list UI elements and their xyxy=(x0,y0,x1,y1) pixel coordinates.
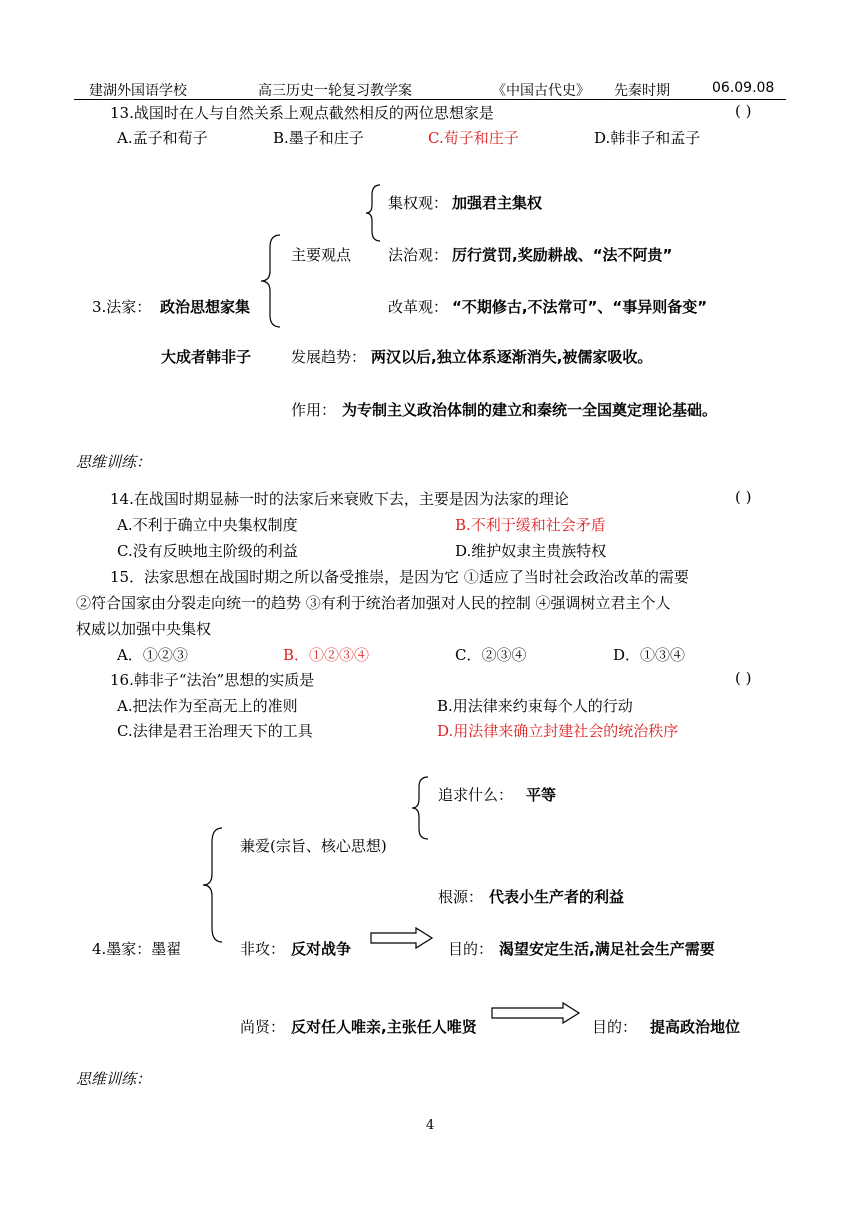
legalist-role-label: 作用： xyxy=(291,401,337,419)
legalist-role-text: 为专制主义政治体制的建立和秦统一全国奠定理论基础。 xyxy=(342,401,718,419)
legalist-large-brace xyxy=(258,233,284,329)
q14-paren: ( ) xyxy=(735,488,752,506)
mohist-small-brace xyxy=(410,775,432,841)
legalist-title-prefix: 3.法家： xyxy=(92,298,152,316)
q16-option-a: A.把法作为至高无上的准则 xyxy=(117,697,298,715)
legalist-fazhi-label: 法治观： xyxy=(388,246,449,264)
q16-option-c: C.法律是君王治理天下的工具 xyxy=(117,722,313,740)
header-rule xyxy=(74,99,786,100)
mohist-large-brace xyxy=(200,826,226,944)
mohist-root-text: 代表小生产者的利益 xyxy=(489,888,625,906)
mohist-feigong-label: 非攻： xyxy=(240,940,286,958)
legalist-title-continued: 大成者韩非子 xyxy=(161,348,252,366)
mohist-shangxian-text: 反对任人唯亲,主张任人唯贤 xyxy=(291,1018,477,1036)
q15-option-c: C．②③④ xyxy=(455,646,527,664)
training-heading-2: 思维训练： xyxy=(76,1070,152,1088)
mohist-jianai-label: 兼爱(宗旨、核心思想) xyxy=(240,837,387,855)
header-book: 《中国古代史》 xyxy=(492,83,590,99)
q16-option-d: D.用法律来确立封建社会的统治秩序 xyxy=(437,722,679,740)
q15-option-d: D．①③④ xyxy=(613,646,686,664)
q13-option-c: C.荀子和庄子 xyxy=(428,129,519,147)
mohist-title: 4.墨家：墨翟 xyxy=(92,940,182,958)
mohist-shangxian-goal-label: 目的： xyxy=(592,1018,638,1036)
legalist-main-label: 主要观点 xyxy=(291,246,352,264)
q16-paren: ( ) xyxy=(735,669,752,687)
q13-option-d: D.韩非子和孟子 xyxy=(594,129,701,147)
header-course: 高三历史一轮复习教学案 xyxy=(258,83,412,99)
mohist-feigong-text: 反对战争 xyxy=(291,940,352,958)
mohist-feigong-goal-label: 目的： xyxy=(448,940,494,958)
q13-option-b: B.墨子和庄子 xyxy=(273,129,364,147)
legalist-gaige-text: “不期修古,不法常可”、“事异则备变” xyxy=(452,298,708,316)
mohist-pursue-label: 追求什么： xyxy=(438,786,514,804)
q13-stem: 13.战国时在人与自然关系上观点截然相反的两位思想家是 xyxy=(110,104,494,122)
page-number: 4 xyxy=(426,1118,435,1133)
legalist-jiquan-label: 集权观： xyxy=(388,194,449,212)
shangxian-arrow-icon xyxy=(491,1002,581,1024)
training-heading-1: 思维训练： xyxy=(76,453,152,471)
q14-option-a: A.不利于确立中央集权制度 xyxy=(117,516,298,534)
q13-paren: ( ) xyxy=(735,102,752,120)
mohist-feigong-goal-text: 渴望安定生活,满足社会生产需要 xyxy=(499,940,715,958)
q15-line-2: ②符合国家由分裂走向统一的趋势 ③有利于统治者加强对人民的控制 ④强调树立君主个人 xyxy=(76,594,671,612)
q15-option-a: A．①②③ xyxy=(117,646,188,664)
mohist-root-label: 根源： xyxy=(438,888,484,906)
legalist-trend-text: 两汉以后,独立体系逐渐消失,被儒家吸收。 xyxy=(371,348,653,366)
q15-line-1: 15．法家思想在战国时期之所以备受推崇，是因为它 ①适应了当时社会政治改革的需要 xyxy=(110,568,689,586)
q14-option-b: B.不利于缓和社会矛盾 xyxy=(455,516,606,534)
header-school: 建湖外国语学校 xyxy=(89,83,187,99)
q15-line-3: 权威以加强中央集权 xyxy=(76,620,212,638)
mohist-shangxian-goal-text: 提高政治地位 xyxy=(650,1018,741,1036)
legalist-trend-label: 发展趋势： xyxy=(291,348,367,366)
feigong-arrow-icon xyxy=(370,927,434,949)
mohist-pursue-text: 平等 xyxy=(526,786,557,804)
q14-stem: 14.在战国时期显赫一时的法家后来衰败下去，主要是因为法家的理论 xyxy=(110,490,569,508)
q14-option-d: D.维护奴隶主贵族特权 xyxy=(455,542,607,560)
header-period: 先秦时期 xyxy=(614,83,670,99)
legalist-title: 政治思想家集 xyxy=(160,298,251,316)
q16-stem: 16.韩非子“法治”思想的实质是 xyxy=(110,671,315,689)
header-date: 06.09.08 xyxy=(712,80,775,96)
legalist-fazhi-text: 厉行赏罚,奖励耕战、“法不阿贵” xyxy=(452,246,673,264)
q13-option-a: A.孟子和荀子 xyxy=(117,129,208,147)
mohist-shangxian-label: 尚贤： xyxy=(240,1018,286,1036)
legalist-jiquan-text: 加强君主集权 xyxy=(452,194,543,212)
q14-option-c: C.没有反映地主阶级的利益 xyxy=(117,542,298,560)
q15-option-b: B．①②③④ xyxy=(283,646,370,664)
legalist-small-brace xyxy=(364,183,384,243)
legalist-gaige-label: 改革观： xyxy=(388,298,449,316)
q16-option-b: B.用法律来约束每个人的行动 xyxy=(437,697,633,715)
